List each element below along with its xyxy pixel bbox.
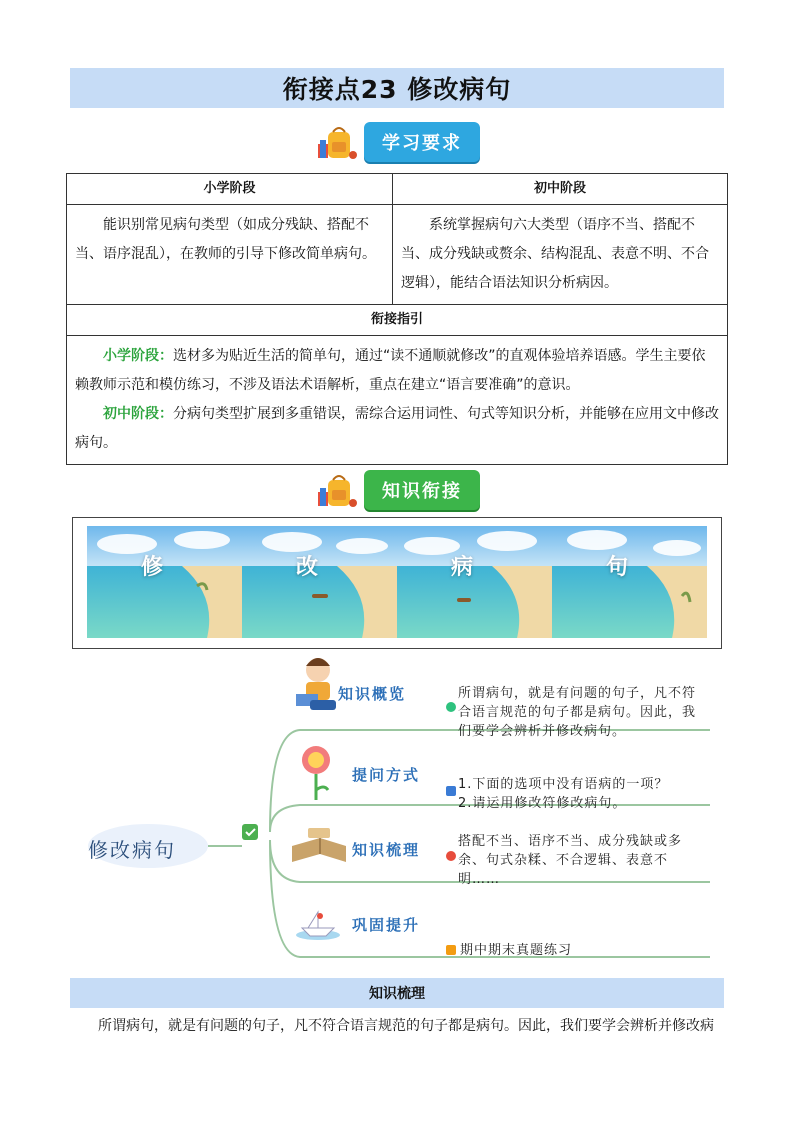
flower-icon [302, 746, 330, 800]
branch-review-label: 知识梳理 [352, 841, 421, 859]
paper-boat-icon [296, 912, 340, 940]
branch-overview-label: 知识概览 [338, 685, 407, 703]
knowledge-link-header [0, 470, 794, 510]
bullet-icon [446, 851, 456, 861]
primary-stage-header: 小学阶段 [67, 174, 393, 205]
school-bag-icon [314, 470, 358, 510]
bullet-icon [446, 702, 456, 712]
school-bag-icon [314, 122, 358, 162]
bullet-icon [446, 786, 456, 796]
bullet-icon [446, 945, 456, 955]
branch-practice-text: 期中期末真题练习 [460, 943, 573, 958]
page-title: 衔接点23 修改病句 [282, 75, 512, 104]
study-requirements-header [0, 122, 794, 162]
open-book-icon [292, 828, 346, 862]
beach-image-4 [552, 526, 707, 638]
beach-image-3 [397, 526, 552, 638]
page-title-bar [70, 68, 724, 108]
beach-banner [72, 517, 722, 649]
branch-review-text: 搭配不当、语序不当、成分残缺或多余、句式杂糅、不合逻辑、表意不明…… [458, 834, 683, 887]
middle-guide-label: 初中阶段： [103, 406, 173, 422]
beach-image-2 [242, 526, 397, 638]
middle-guide-paragraph [75, 400, 719, 458]
banner-char-1: 修 [141, 555, 164, 580]
primary-stage-cell: 能识别常见病句类型（如成分残缺、搭配不当、语序混乱），在教师的引导下修改简单病句。 [67, 205, 393, 305]
middle-stage-header: 初中阶段 [393, 174, 728, 205]
branch-overview-text: 所谓病句，就是有问题的句子，凡不符合语言规范的句子都是病句。因此，我们要学会辨析并修改病句。 [458, 686, 697, 739]
study-requirements-badge: 学习要求 [364, 122, 480, 162]
branch-question-label: 提问方式 [352, 766, 421, 784]
branch-practice-label: 巩固提升 [352, 916, 421, 934]
primary-guide-label: 小学阶段： [103, 348, 173, 364]
requirements-table [66, 173, 728, 465]
question-line-2: 2.请运用修改符修改病句。 [458, 796, 627, 811]
beach-image-1 [87, 526, 242, 638]
mind-map-center: 修改病句 [88, 838, 176, 862]
boy-reading-icon [296, 658, 336, 710]
banner-char-2: 改 [296, 555, 319, 580]
banner-char-3: 病 [451, 555, 474, 580]
primary-guide-text: 选材多为贴近生活的简单句，通过“读不通顺就修改”的直观体验培养语感。学生主要依赖教师示范和模仿练习，不涉及语法术语解析，重点在建立“语言要准确”的意识。 [75, 348, 706, 393]
body-paragraph: 所谓病句，就是有问题的句子，凡不符合语言规范的句子都是病句。因此，我们要学会辨析并修改病 [98, 1018, 714, 1034]
knowledge-link-badge: 知识衔接 [364, 470, 480, 510]
guide-cell [67, 336, 728, 465]
primary-guide-paragraph [75, 342, 719, 400]
branch-question-text [458, 775, 708, 813]
middle-stage-cell: 系统掌握病句六大类型（语序不当、搭配不当、成分残缺或赘余、结构混乱、表意不明、不合逻辑），能结合语法知识分析病因。 [393, 205, 728, 305]
banner-char-4: 句 [606, 555, 629, 580]
middle-guide-text: 分病句类型扩展到多重错误，需综合运用词性、句式等知识分析，并能够在应用文中修改病句。 [75, 406, 719, 451]
question-line-1: 1.下面的选项中没有语病的一项？ [458, 777, 669, 792]
section-header: 知识梳理 [70, 978, 724, 1008]
guide-header: 衔接指引 [67, 305, 728, 336]
